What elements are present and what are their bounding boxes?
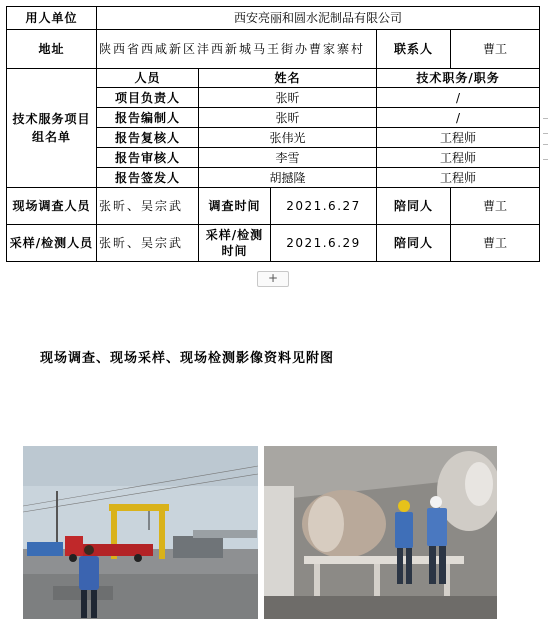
title-cell: / [377,88,540,108]
address-value: 陕西省西咸新区沣西新城马王街办曹家寨村 [97,30,377,69]
name-cell: 李雪 [199,148,377,168]
survey-label: 现场调查人员 [7,188,97,225]
sampling-label: 采样/检测人员 [7,225,97,262]
survey-names: 张昕、吴宗武 [97,188,199,225]
col-person: 人员 [97,69,199,88]
photo-caption: 现场调查、现场采样、现场检测影像资料见附图 [40,351,335,366]
contact-label: 联系人 [377,30,451,69]
survey-time-label: 调查时间 [199,188,271,225]
add-row-button[interactable]: + [257,271,289,287]
team-label: 技术服务项目组名单 [7,69,97,188]
col-name: 姓名 [199,69,377,88]
sampling-companion-label: 陪同人 [377,225,451,262]
site-photo-mixer [264,446,497,619]
col-title: 技术职务/职务 [377,69,540,88]
name-cell: 张伟光 [199,128,377,148]
survey-companion-label: 陪同人 [377,188,451,225]
address-label: 地址 [7,30,97,69]
info-table [6,6,540,262]
scroll-marker [543,144,548,160]
name-cell: 张昕 [199,108,377,128]
name-cell: 张昕 [199,88,377,108]
survey-companion: 曹工 [451,188,540,225]
role-cell: 报告签发人 [97,168,199,188]
scroll-marker [543,118,548,134]
survey-date: 2021.6.27 [271,188,377,225]
title-cell: 工程师 [377,148,540,168]
role-cell: 报告审核人 [97,148,199,168]
name-cell: 胡撼隆 [199,168,377,188]
title-cell: / [377,108,540,128]
site-photo-yard [23,446,258,619]
role-cell: 报告编制人 [97,108,199,128]
role-cell: 项目负责人 [97,88,199,108]
sampling-time-label: 采样/检测时间 [199,225,271,262]
unit-value: 西安亮丽和圆水泥制品有限公司 [97,7,540,30]
sampling-date: 2021.6.29 [271,225,377,262]
contact-value: 曹工 [451,30,540,69]
role-cell: 报告复核人 [97,128,199,148]
sampling-companion: 曹工 [451,225,540,262]
title-cell: 工程师 [377,168,540,188]
unit-label: 用人单位 [7,7,97,30]
sampling-names: 张昕、吴宗武 [97,225,199,262]
title-cell: 工程师 [377,128,540,148]
